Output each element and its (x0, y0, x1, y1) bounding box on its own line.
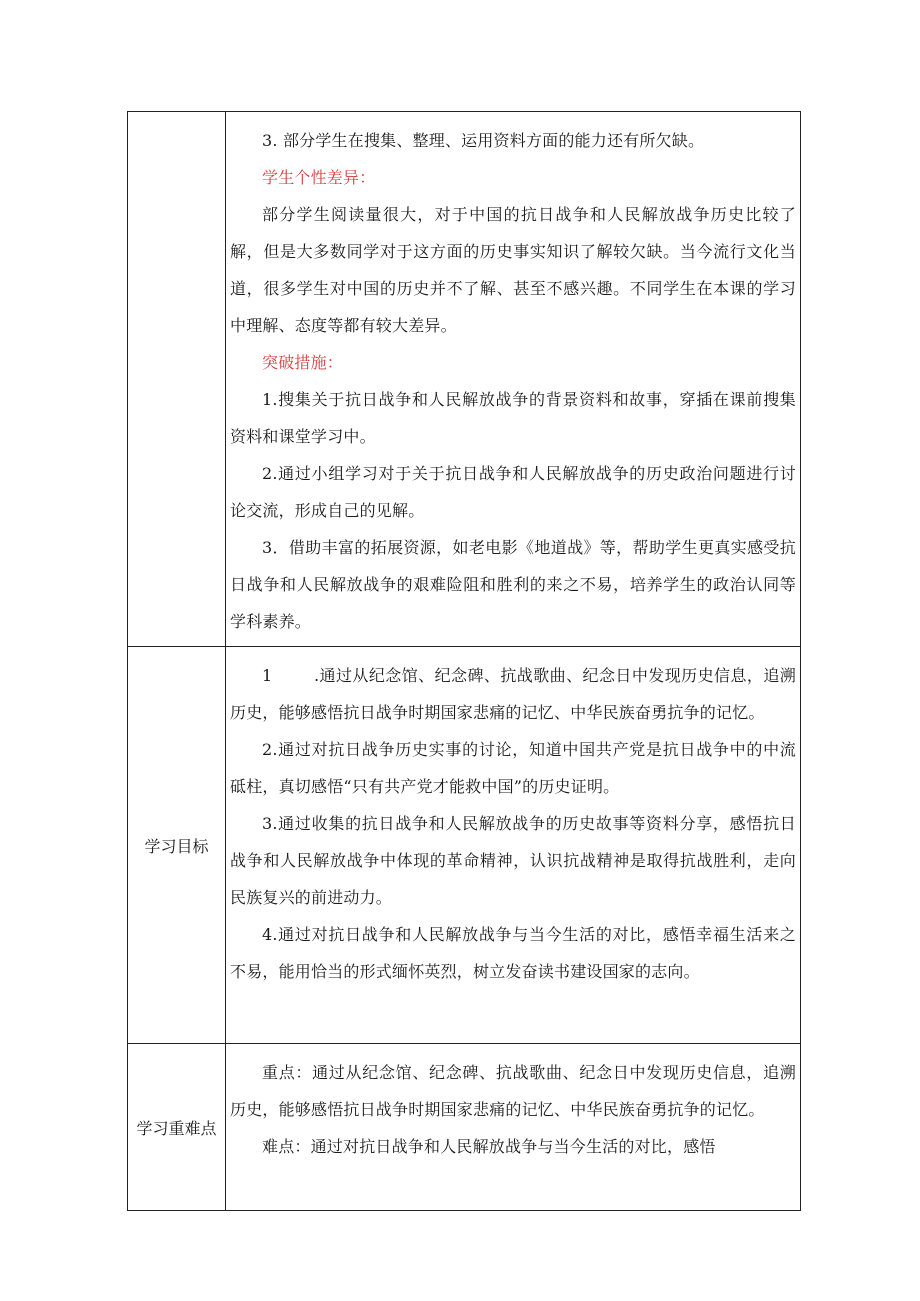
goal-item: 3.通过收集的抗日战争和人民解放战争的历史故事等资料分享，感悟抗日战争和人民解放战争中体现的革命精神，认识抗战精神是取得抗战胜利，走向民族复兴的前进动力。 (230, 814, 796, 907)
lesson-plan-table (127, 111, 801, 1211)
analysis-line: 3．借助丰富的拓展资源，如老电影《地道战》等，帮助学生更真实感受抗日战争和人民解放战争的艰难险阻和胜利的来之不易，培养学生的政治认同等学科素养。 (230, 538, 796, 631)
goals-content-cell (226, 647, 801, 1044)
goal-number: 1 (262, 666, 273, 685)
goal-item: 2.通过对抗日战争历史实事的讨论，知道中国共产党是抗日战争中的中流砥柱，真切感悟“只有共产党才能救中国”的历史证明。 (230, 740, 796, 796)
goal-item: 4.通过对抗日战争和人民解放战争与当今生活的对比，感悟幸福生活来之不易，能用恰当的形式缅怀英烈，树立发奋读书建设国家的志向。 (230, 925, 796, 981)
section-heading-individual-differences: 学生个性差异： (262, 168, 376, 187)
table-row-goals (128, 647, 801, 1044)
focus-text: 重点：通过从纪念馆、纪念碑、抗战歌曲、纪念日中发现历史信息，追溯历史，能够感悟抗日战争时期国家悲痛的记忆、中华民族奋勇抗争的记忆。 (230, 1063, 796, 1119)
analysis-line: 1.搜集关于抗日战争和人民解放战争的背景资料和故事，穿插在课前搜集资料和课堂学习中。 (230, 390, 796, 446)
analysis-content-cell (226, 112, 801, 647)
goal-item (230, 657, 796, 731)
difficulty-text: 难点：通过对抗日战争和人民解放战争与当今生活的对比，感悟 (262, 1137, 716, 1156)
analysis-line: 部分学生阅读量很大，对于中国的抗日战争和人民解放战争历史比较了解，但是大多数同学对于这方面的历史事实知识了解较欠缺。当今流行文化当道，很多学生对中国的历史并不了解、甚至不感兴趣。不同学生在本课的学习中理解、态度等都有较大差异。 (230, 205, 796, 335)
table-row-key-points (128, 1044, 801, 1211)
goals-label: 学习目标 (128, 647, 226, 1044)
goal-text: .通过从纪念馆、纪念碑、抗战歌曲、纪念日中发现历史信息，追溯历史，能够感悟抗日战争时期国家悲痛的记忆、中华民族奋勇抗争的记忆。 (230, 666, 796, 722)
key-points-content-cell (226, 1044, 801, 1211)
analysis-label-cell (128, 112, 226, 647)
key-points-label: 学习重难点 (128, 1044, 226, 1211)
analysis-line: 2.通过小组学习对于关于抗日战争和人民解放战争的历史政治问题进行讨论交流，形成自己的见解。 (230, 464, 796, 520)
table-row-analysis (128, 112, 801, 647)
analysis-line: 3. 部分学生在搜集、整理、运用资料方面的能力还有所欠缺。 (262, 131, 705, 150)
section-heading-breakthrough-measures: 突破措施： (262, 353, 344, 372)
